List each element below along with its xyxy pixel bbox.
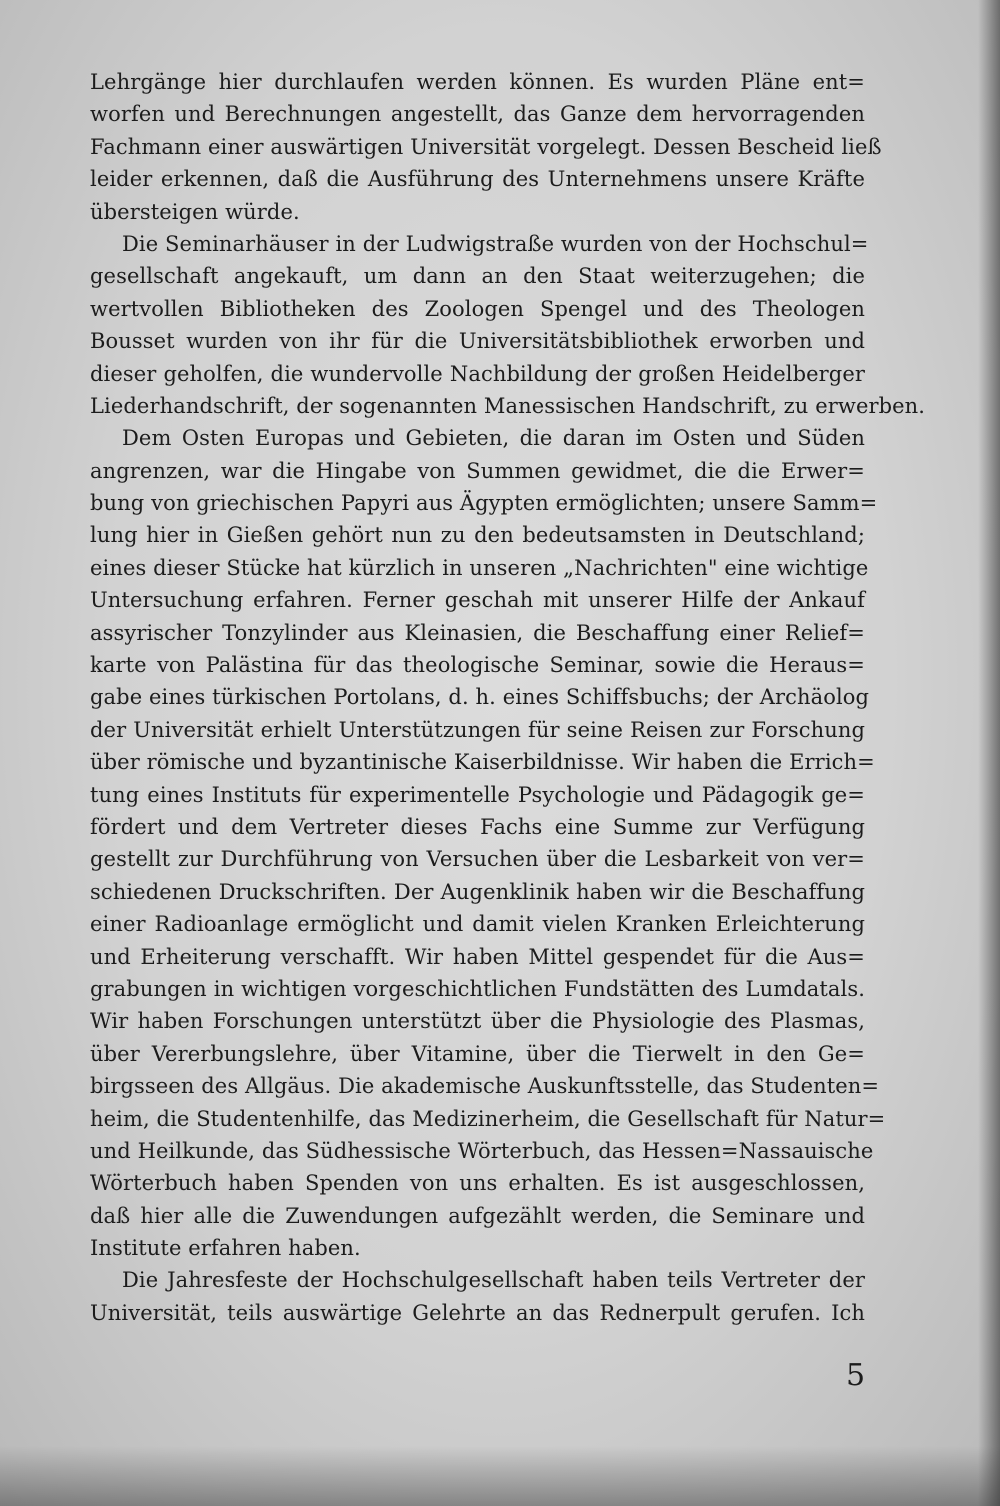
text-line: lung hier in Gießen gehört nun zu den bedeutsamsten in Deutschland; <box>90 523 865 548</box>
text-line: Fachmann einer auswärtigen Universität vorgelegt. Dessen Bescheid ließ <box>90 134 882 159</box>
text-line: Liederhandschrift, der sogenannten Manessischen Handschrift, zu erwerben. <box>90 393 926 418</box>
text-line: Wir haben Forschungen unterstützt über die Physiologie des Plasmas, <box>90 1009 865 1034</box>
text-line: eines dieser Stücke hat kürzlich in unseren „Nachrichten" eine wichtige <box>90 555 869 580</box>
text-line: assyrischer Tonzylinder aus Kleinasien, die Beschaffung einer Relief= <box>90 620 865 645</box>
text-line: grabungen in wichtigen vorgeschichtlichen Fundstätten des Lumdatals. <box>90 976 865 1001</box>
page-bottom-shadow <box>0 1446 1000 1506</box>
text-line: über römische und byzantinische Kaiserbildnisse. Wir haben die Errich= <box>90 750 875 775</box>
text-line: Universität, teils auswärtige Gelehrte an das Rednerpult gerufen. Ich <box>90 1300 865 1325</box>
text-line: angrenzen, war die Hingabe von Summen gewidmet, die die Erwer= <box>90 458 865 483</box>
text-line: tung eines Instituts für experimentelle Psychologie und Pädagogik ge= <box>90 782 865 807</box>
text-line: über Vererbungslehre, über Vitamine, über die Tierwelt in den Ge= <box>90 1041 865 1066</box>
paragraph-start: Die Seminarhäuser in der Ludwigstraße wurden von der Hochschul= <box>122 231 869 256</box>
text-line: worfen und Berechnungen angestellt, das Ganze dem hervorragenden <box>90 102 865 127</box>
text-line: Lehrgänge hier durchlaufen werden können. Es wurden Pläne ent= <box>90 70 865 94</box>
text-line: übersteigen würde. <box>90 199 300 224</box>
paragraph-start: Dem Osten Europas und Gebieten, die daran im Osten und Süden <box>122 426 865 451</box>
text-line: der Universität erhielt Unterstützungen für seine Reisen zur Forschung <box>90 717 865 742</box>
text-line: Institute erfahren haben. <box>90 1236 361 1261</box>
text-line: birgsseen des Allgäus. Die akademische Auskunftsstelle, das Studenten= <box>90 1074 880 1099</box>
text-line: wertvollen Bibliotheken des Zoologen Spengel und des Theologen <box>90 296 865 321</box>
body-text <box>90 66 926 1329</box>
text-line: fördert und dem Vertreter dieses Fachs eine Summe zur Verfügung <box>90 814 865 839</box>
text-line: daß hier alle die Zuwendungen aufgezählt werden, die Seminare und <box>90 1203 865 1228</box>
page-edge-shadow <box>978 0 1000 1506</box>
paragraph-start: Die Jahresfeste der Hochschulgesellschaft haben teils Vertreter der <box>122 1268 865 1293</box>
text-line: Wörterbuch haben Spenden von uns erhalten. Es ist ausgeschlossen, <box>90 1171 865 1196</box>
text-line: und Heilkunde, das Südhessische Wörterbuch, das Hessen=Nassauische <box>90 1138 874 1163</box>
text-line: einer Radioanlage ermöglicht und damit vielen Kranken Erleichterung <box>90 912 865 937</box>
text-line: dieser geholfen, die wundervolle Nachbildung der großen Heidelberger <box>90 361 865 386</box>
text-line: gabe eines türkischen Portolans, d. h. eines Schiffsbuchs; der Archäolog <box>90 685 870 710</box>
text-line: heim, die Studentenhilfe, das Medizinerheim, die Gesellschaft für Natur= <box>90 1106 886 1131</box>
text-line: leider erkennen, daß die Ausführung des Unternehmens unsere Kräfte <box>90 167 865 192</box>
text-line: und Erheiterung verschafft. Wir haben Mittel gespendet für die Aus= <box>90 944 865 969</box>
text-line: gesellschaft angekauft, um dann an den Staat weiterzugehen; die <box>90 264 865 289</box>
text-line: Untersuchung erfahren. Ferner geschah mit unserer Hilfe der Ankauf <box>90 588 865 613</box>
page-number: 5 <box>846 1358 866 1393</box>
text-line: schiedenen Druckschriften. Der Augenklinik haben wir die Beschaffung <box>90 879 865 904</box>
text-line: Bousset wurden von ihr für die Universitätsbibliothek erworben und <box>90 329 865 354</box>
text-line: karte von Palästina für das theologische Seminar, sowie die Heraus= <box>90 653 865 678</box>
text-line: gestellt zur Durchführung von Versuchen über die Lesbarkeit von ver= <box>90 847 865 872</box>
text-line: bung von griechischen Papyri aus Ägypten ermöglichten; unsere Samm= <box>90 491 878 516</box>
